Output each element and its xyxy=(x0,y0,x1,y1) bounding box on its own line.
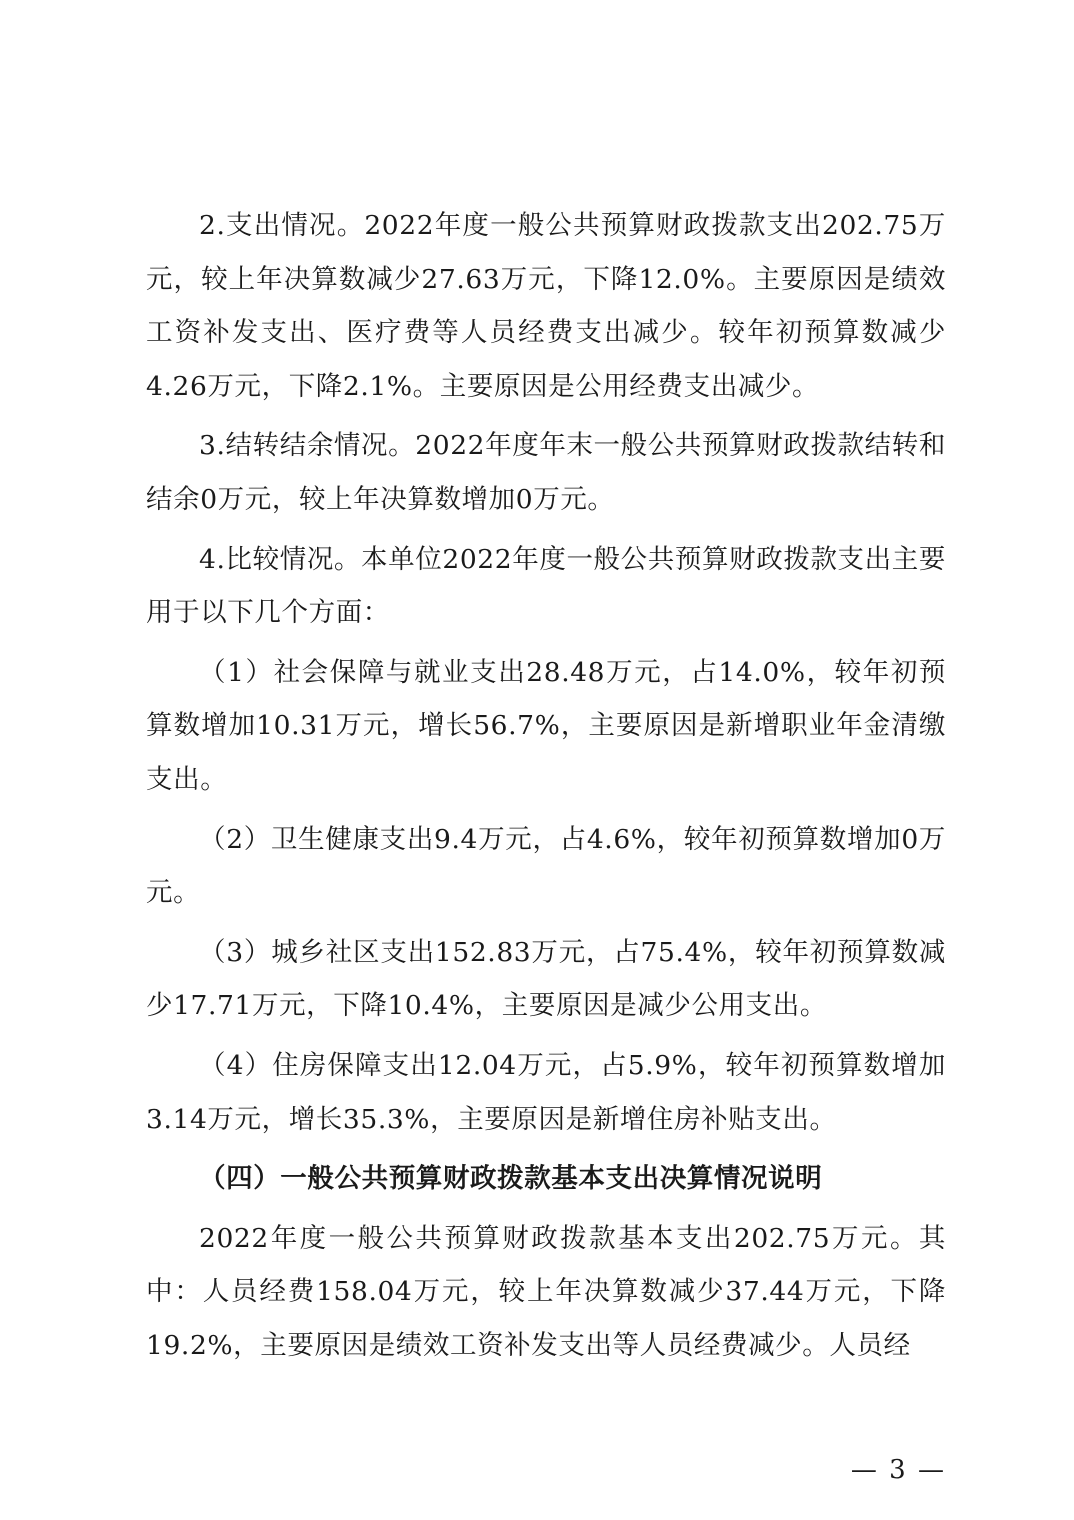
paragraph-health: （2）卫生健康支出9.4万元，占4.6%，较年初预算数增加0万元。 xyxy=(146,823,946,909)
paragraph-expenditure: 2.支出情况。2022年度一般公共预算财政拨款支出202.75万元，较上年决算数减少27.63万元，下降12.0%。主要原因是绩效工资补发支出、医疗费等人员经费支出减少。较年初预算数减少4.26万元，下降2.1%。主要原因是公用经费支出减少。 xyxy=(146,210,946,402)
paragraph-comparison: 4.比较情况。本单位2022年度一般公共预算财政拨款支出主要用于以下几个方面： xyxy=(146,543,946,629)
paragraph-carryover: 3.结转结余情况。2022年度年末一般公共预算财政拨款结转和结余0万元，较上年决算数增加0万元。 xyxy=(146,430,946,515)
paragraph-basic-expenditure: 2022年度一般公共预算财政拨款基本支出202.75万元。其中：人员经费158.04万元，较上年决算数减少37.44万元，下降19.2%，主要原因是绩效工资补发支出等人员经费减少。人员经 xyxy=(146,1222,946,1361)
section-heading: （四）一般公共预算财政拨款基本支出决算情况说明 xyxy=(199,1163,823,1195)
page-number: — 3 — xyxy=(850,1455,946,1485)
document-body xyxy=(146,199,946,1378)
paragraph-social-security: （1）社会保障与就业支出28.48万元，占14.0%，较年初预算数增加10.31万元，增长56.7%，主要原因是新增职业年金清缴支出。 xyxy=(146,656,946,795)
paragraph-urban-rural: （3）城乡社区支出152.83万元，占75.4%，较年初预算数减少17.71万元，下降10.4%，主要原因是减少公用支出。 xyxy=(146,936,946,1022)
paragraph-housing: （4）住房保障支出12.04万元，占5.9%，较年初预算数增加3.14万元，增长35.3%，主要原因是新增住房补贴支出。 xyxy=(146,1049,946,1135)
